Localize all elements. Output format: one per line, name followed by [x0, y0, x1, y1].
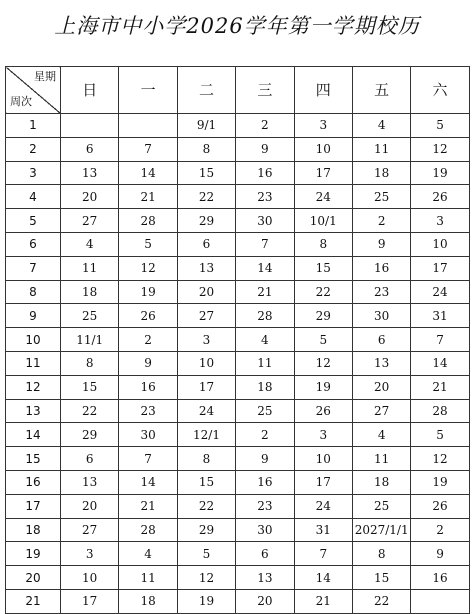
date-cell: 17: [177, 375, 235, 399]
date-cell: 11/1: [61, 328, 119, 352]
date-cell: 12: [411, 447, 469, 471]
week-number-cell: 18: [6, 518, 61, 542]
date-cell: 24: [294, 494, 352, 518]
date-cell: 14: [119, 161, 177, 185]
date-cell: 10: [61, 566, 119, 590]
date-cell: 23: [236, 494, 294, 518]
date-cell: 5: [119, 232, 177, 256]
date-cell: 25: [61, 304, 119, 328]
date-cell: 11: [352, 447, 410, 471]
date-cell: 7: [119, 447, 177, 471]
date-cell: 22: [352, 589, 410, 613]
date-cell: 6: [236, 542, 294, 566]
table-row: [6, 566, 470, 590]
date-cell: 13: [61, 470, 119, 494]
date-cell: 19: [411, 161, 469, 185]
date-cell: 8: [352, 542, 410, 566]
date-cell: 26: [294, 399, 352, 423]
date-cell: 27: [177, 304, 235, 328]
date-cell: 2027/1/1: [352, 518, 410, 542]
date-cell: 17: [294, 161, 352, 185]
date-cell: 20: [61, 185, 119, 209]
table-row: [6, 304, 470, 328]
date-cell: 22: [294, 280, 352, 304]
week-number-cell: 20: [6, 566, 61, 590]
date-cell: 2: [236, 423, 294, 447]
table-row: [6, 399, 470, 423]
date-cell: 21: [119, 185, 177, 209]
table-row: [6, 328, 470, 352]
weekday-header: 五: [352, 67, 410, 114]
date-cell: 3: [411, 209, 469, 233]
date-cell: 5: [294, 328, 352, 352]
date-cell: 10: [294, 447, 352, 471]
date-cell: 5: [177, 542, 235, 566]
date-cell: 24: [294, 185, 352, 209]
week-number-cell: 15: [6, 447, 61, 471]
date-cell: 25: [352, 494, 410, 518]
date-cell: [61, 114, 119, 138]
date-cell: 16: [411, 566, 469, 590]
table-row: [6, 161, 470, 185]
date-cell: 13: [177, 256, 235, 280]
date-cell: 4: [352, 114, 410, 138]
date-cell: 8: [294, 232, 352, 256]
calendar-body: [6, 114, 470, 614]
week-number-cell: 2: [6, 137, 61, 161]
week-number-cell: 13: [6, 399, 61, 423]
date-cell: 16: [119, 375, 177, 399]
date-cell: 8: [177, 137, 235, 161]
weekday-header: 一: [119, 67, 177, 114]
date-cell: 15: [177, 470, 235, 494]
date-cell: 10: [294, 137, 352, 161]
date-cell: 6: [61, 447, 119, 471]
date-cell: 27: [61, 518, 119, 542]
week-number-cell: 21: [6, 589, 61, 613]
week-number-cell: 12: [6, 375, 61, 399]
date-cell: 14: [294, 566, 352, 590]
table-row: [6, 423, 470, 447]
date-cell: 31: [294, 518, 352, 542]
weekday-header: 四: [294, 67, 352, 114]
date-cell: 7: [236, 232, 294, 256]
week-number-cell: 17: [6, 494, 61, 518]
date-cell: 30: [236, 209, 294, 233]
date-cell: 9/1: [177, 114, 235, 138]
date-cell: 26: [411, 185, 469, 209]
week-corner-label: 周次: [10, 95, 32, 108]
date-cell: 16: [236, 161, 294, 185]
date-cell: 26: [411, 494, 469, 518]
date-cell: 26: [119, 304, 177, 328]
weekday-header: 三: [236, 67, 294, 114]
date-cell: 20: [236, 589, 294, 613]
date-cell: 29: [294, 304, 352, 328]
date-cell: 21: [119, 494, 177, 518]
date-cell: 24: [411, 280, 469, 304]
date-cell: 3: [294, 114, 352, 138]
table-row: [6, 589, 470, 613]
date-cell: [411, 589, 469, 613]
table-row: [6, 256, 470, 280]
corner-header-cell: [6, 67, 61, 114]
table-row: [6, 185, 470, 209]
date-cell: 23: [236, 185, 294, 209]
date-cell: 21: [411, 375, 469, 399]
date-cell: 15: [177, 161, 235, 185]
date-cell: 6: [352, 328, 410, 352]
date-cell: 11: [352, 137, 410, 161]
date-cell: 28: [236, 304, 294, 328]
date-cell: [119, 114, 177, 138]
date-cell: 21: [294, 589, 352, 613]
date-cell: 2: [352, 209, 410, 233]
date-cell: 20: [352, 375, 410, 399]
date-cell: 3: [294, 423, 352, 447]
date-cell: 20: [61, 494, 119, 518]
weekday-header: 六: [411, 67, 469, 114]
date-cell: 16: [236, 470, 294, 494]
date-cell: 8: [177, 447, 235, 471]
date-cell: 30: [236, 518, 294, 542]
date-cell: 23: [352, 280, 410, 304]
date-cell: 16: [352, 256, 410, 280]
week-number-cell: 1: [6, 114, 61, 138]
table-row: [6, 494, 470, 518]
date-cell: 15: [294, 256, 352, 280]
date-cell: 12: [119, 256, 177, 280]
date-cell: 15: [61, 375, 119, 399]
date-cell: 3: [177, 328, 235, 352]
date-cell: 25: [352, 185, 410, 209]
date-cell: 21: [236, 280, 294, 304]
date-cell: 19: [294, 375, 352, 399]
date-cell: 6: [61, 137, 119, 161]
date-cell: 28: [119, 209, 177, 233]
date-cell: 12/1: [177, 423, 235, 447]
date-cell: 18: [119, 589, 177, 613]
date-cell: 9: [352, 232, 410, 256]
date-cell: 5: [411, 114, 469, 138]
week-number-cell: 10: [6, 328, 61, 352]
date-cell: 22: [177, 185, 235, 209]
date-cell: 14: [411, 351, 469, 375]
date-cell: 23: [119, 399, 177, 423]
date-cell: 13: [61, 161, 119, 185]
date-cell: 28: [411, 399, 469, 423]
date-cell: 30: [352, 304, 410, 328]
header-row: [6, 67, 470, 114]
date-cell: 2: [119, 328, 177, 352]
date-cell: 2: [411, 518, 469, 542]
date-cell: 13: [352, 351, 410, 375]
date-cell: 29: [61, 423, 119, 447]
date-cell: 11: [61, 256, 119, 280]
week-number-cell: 5: [6, 209, 61, 233]
date-cell: 19: [411, 470, 469, 494]
date-cell: 17: [61, 589, 119, 613]
weekday-header: 日: [61, 67, 119, 114]
week-number-cell: 19: [6, 542, 61, 566]
date-cell: 9: [411, 542, 469, 566]
date-cell: 24: [177, 399, 235, 423]
date-cell: 7: [119, 137, 177, 161]
table-row: [6, 137, 470, 161]
date-cell: 8: [61, 351, 119, 375]
date-cell: 27: [352, 399, 410, 423]
date-cell: 12: [411, 137, 469, 161]
weekday-corner-label: 星期: [34, 70, 56, 83]
date-cell: 30: [119, 423, 177, 447]
date-cell: 18: [236, 375, 294, 399]
date-cell: 7: [411, 328, 469, 352]
date-cell: 4: [236, 328, 294, 352]
table-row: [6, 518, 470, 542]
date-cell: 20: [177, 280, 235, 304]
date-cell: 6: [177, 232, 235, 256]
date-cell: 18: [352, 470, 410, 494]
table-row: [6, 114, 470, 138]
date-cell: 11: [236, 351, 294, 375]
date-cell: 4: [352, 423, 410, 447]
date-cell: 5: [411, 423, 469, 447]
date-cell: 9: [119, 351, 177, 375]
week-number-cell: 9: [6, 304, 61, 328]
week-number-cell: 11: [6, 351, 61, 375]
date-cell: 15: [352, 566, 410, 590]
date-cell: 31: [411, 304, 469, 328]
week-number-cell: 6: [6, 232, 61, 256]
table-row: [6, 209, 470, 233]
table-row: [6, 232, 470, 256]
date-cell: 19: [177, 589, 235, 613]
date-cell: 27: [61, 209, 119, 233]
date-cell: 3: [61, 542, 119, 566]
week-number-cell: 16: [6, 470, 61, 494]
date-cell: 29: [177, 518, 235, 542]
date-cell: 10: [177, 351, 235, 375]
date-cell: 13: [236, 566, 294, 590]
date-cell: 29: [177, 209, 235, 233]
date-cell: 14: [119, 470, 177, 494]
table-row: [6, 351, 470, 375]
date-cell: 22: [61, 399, 119, 423]
week-number-cell: 4: [6, 185, 61, 209]
date-cell: 17: [411, 256, 469, 280]
date-cell: 22: [177, 494, 235, 518]
date-cell: 12: [177, 566, 235, 590]
date-cell: 28: [119, 518, 177, 542]
date-cell: 4: [119, 542, 177, 566]
date-cell: 11: [119, 566, 177, 590]
date-cell: 18: [61, 280, 119, 304]
week-number-cell: 8: [6, 280, 61, 304]
school-calendar-table: [5, 66, 470, 614]
date-cell: 18: [352, 161, 410, 185]
table-row: [6, 542, 470, 566]
date-cell: 9: [236, 447, 294, 471]
date-cell: 4: [61, 232, 119, 256]
date-cell: 14: [236, 256, 294, 280]
date-cell: 2: [236, 114, 294, 138]
weekday-header: 二: [177, 67, 235, 114]
date-cell: 12: [294, 351, 352, 375]
date-cell: 19: [119, 280, 177, 304]
week-number-cell: 14: [6, 423, 61, 447]
date-cell: 10/1: [294, 209, 352, 233]
table-row: [6, 447, 470, 471]
date-cell: 25: [236, 399, 294, 423]
table-row: [6, 375, 470, 399]
date-cell: 9: [236, 137, 294, 161]
week-number-cell: 3: [6, 161, 61, 185]
date-cell: 7: [294, 542, 352, 566]
week-number-cell: 7: [6, 256, 61, 280]
page-title: 上海市中小学2026学年第一学期校历: [54, 14, 420, 38]
date-cell: 17: [294, 470, 352, 494]
table-row: [6, 470, 470, 494]
date-cell: 10: [411, 232, 469, 256]
table-row: [6, 280, 470, 304]
